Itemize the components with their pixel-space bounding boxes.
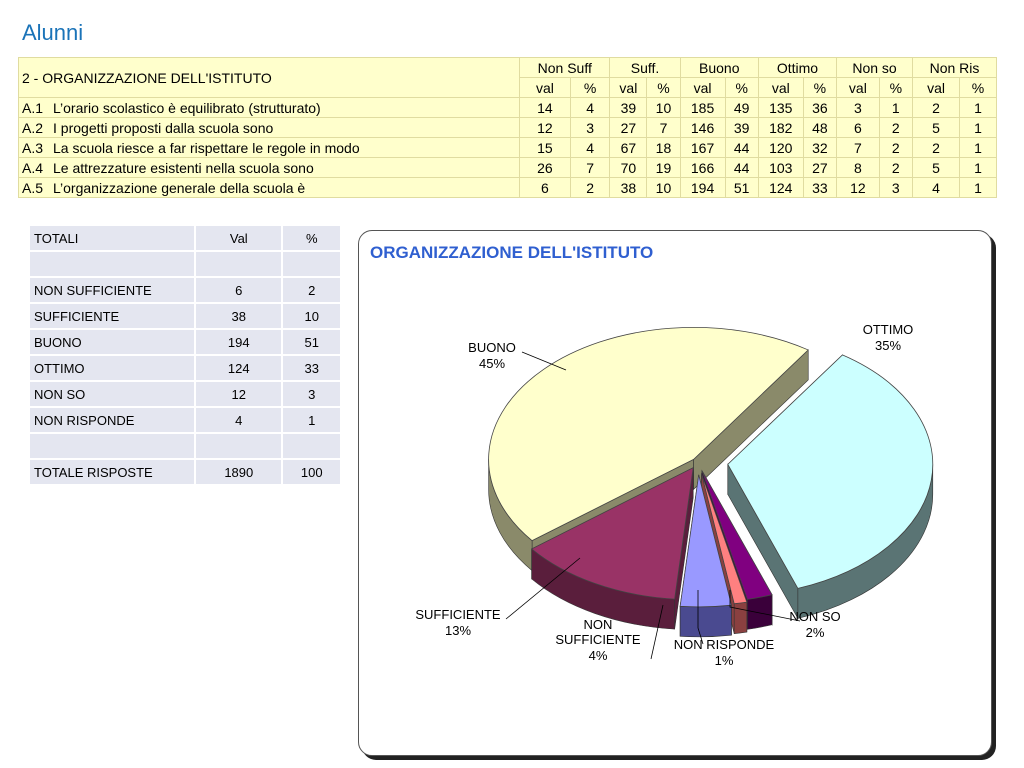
totals-label xyxy=(29,251,195,277)
totals-val: 194 xyxy=(195,329,282,355)
table-row xyxy=(19,98,997,118)
cell-value: 70 xyxy=(610,158,647,178)
cell-value: 26 xyxy=(520,158,571,178)
row-label xyxy=(19,138,520,158)
cell-value: 5 xyxy=(912,118,959,138)
slice-label: NON RISPONDE xyxy=(673,637,775,652)
cell-value: 167 xyxy=(680,138,725,158)
val-header: val xyxy=(520,78,571,98)
table-row xyxy=(19,118,997,138)
totals-label: TOTALE RISPOSTE xyxy=(29,459,195,485)
cell-value: 48 xyxy=(803,118,836,138)
group-header: Ottimo xyxy=(758,58,836,78)
row-label xyxy=(19,98,520,118)
slice-pct: 13% xyxy=(444,623,472,638)
totals-pct: 2 xyxy=(282,277,341,303)
row-code: A.2 xyxy=(22,119,44,136)
cell-value: 18 xyxy=(647,138,680,158)
table-row xyxy=(19,138,997,158)
totals-pct: 33 xyxy=(282,355,341,381)
row-label xyxy=(19,178,520,198)
cell-value: 4 xyxy=(570,98,610,118)
totals-pct xyxy=(282,433,341,459)
cell-value: 6 xyxy=(520,178,571,198)
cell-value: 67 xyxy=(610,138,647,158)
cell-value: 7 xyxy=(837,138,880,158)
cell-value: 1 xyxy=(960,118,997,138)
slice-pct: 1% xyxy=(714,653,734,668)
cell-value: 44 xyxy=(725,138,758,158)
totals-val: 4 xyxy=(195,407,282,433)
slice-pct: 2% xyxy=(805,625,825,640)
cell-value: 38 xyxy=(610,178,647,198)
cell-value: 27 xyxy=(803,158,836,178)
cell-value: 7 xyxy=(570,158,610,178)
pct-header: % xyxy=(879,78,912,98)
totals-val: 12 xyxy=(195,381,282,407)
cell-value: 49 xyxy=(725,98,758,118)
cell-value: 27 xyxy=(610,118,647,138)
totals-row xyxy=(29,459,341,485)
totals-pct: 10 xyxy=(282,303,341,329)
row-text: Le attrezzature esistenti nella scuola sono xyxy=(53,159,314,176)
cell-value: 185 xyxy=(680,98,725,118)
cell-value: 3 xyxy=(879,178,912,198)
totals-row xyxy=(29,303,341,329)
cell-value: 6 xyxy=(837,118,880,138)
totals-label: BUONO xyxy=(29,329,195,355)
row-code: A.4 xyxy=(22,159,44,176)
cell-value: 2 xyxy=(912,98,959,118)
cell-value: 15 xyxy=(520,138,571,158)
cell-value: 51 xyxy=(725,178,758,198)
cell-value: 1 xyxy=(879,98,912,118)
totals-val: 38 xyxy=(195,303,282,329)
cell-value: 1 xyxy=(960,138,997,158)
cell-value: 2 xyxy=(879,138,912,158)
totals-label: NON SUFFICIENTE xyxy=(29,277,195,303)
totals-label: NON SO xyxy=(29,381,195,407)
totals-label xyxy=(29,433,195,459)
totals-pct: 100 xyxy=(282,459,341,485)
cell-value: 10 xyxy=(647,178,680,198)
row-label xyxy=(19,158,520,178)
totals-header: TOTALI xyxy=(29,225,195,251)
val-header: val xyxy=(758,78,803,98)
page-title: Alunni xyxy=(22,20,84,45)
cell-value: 3 xyxy=(837,98,880,118)
slice-label: NON SUFFICIENTE xyxy=(555,617,641,647)
cell-value: 10 xyxy=(647,98,680,118)
val-header: val xyxy=(680,78,725,98)
cell-value: 32 xyxy=(803,138,836,158)
cell-value: 7 xyxy=(647,118,680,138)
row-label xyxy=(19,118,520,138)
totals-row xyxy=(29,407,341,433)
cell-value: 39 xyxy=(610,98,647,118)
slice-pct: 45% xyxy=(478,356,506,371)
cell-value: 103 xyxy=(758,158,803,178)
totals-pct xyxy=(282,251,341,277)
cell-value: 2 xyxy=(879,118,912,138)
totals-row xyxy=(29,277,341,303)
totals-row xyxy=(29,251,341,277)
cell-value: 12 xyxy=(520,118,571,138)
cell-value: 166 xyxy=(680,158,725,178)
cell-value: 36 xyxy=(803,98,836,118)
slice-label: BUONO xyxy=(468,340,516,355)
cell-value: 1 xyxy=(960,98,997,118)
totals-val: 124 xyxy=(195,355,282,381)
table-row xyxy=(19,158,997,178)
row-code: A.1 xyxy=(22,99,44,116)
slice-label: OTTIMO xyxy=(862,322,914,337)
cell-value: 2 xyxy=(570,178,610,198)
totals-header: % xyxy=(282,225,341,251)
organizzazione-table xyxy=(18,57,997,198)
pie-chart xyxy=(358,230,990,754)
totals-val: 1890 xyxy=(195,459,282,485)
cell-value: 1 xyxy=(960,178,997,198)
table-row xyxy=(19,178,997,198)
slice-label: NON SO xyxy=(789,609,841,624)
totals-pct: 3 xyxy=(282,381,341,407)
group-header: Non Ris xyxy=(912,58,996,78)
pct-header: % xyxy=(803,78,836,98)
cell-value: 5 xyxy=(912,158,959,178)
cell-value: 4 xyxy=(570,138,610,158)
cell-value: 2 xyxy=(879,158,912,178)
pct-header: % xyxy=(960,78,997,98)
totals-header: Val xyxy=(195,225,282,251)
row-text: I progetti proposti dalla scuola sono xyxy=(53,119,274,136)
totals-pct: 1 xyxy=(282,407,341,433)
cell-value: 39 xyxy=(725,118,758,138)
cell-value: 12 xyxy=(837,178,880,198)
val-header: val xyxy=(837,78,880,98)
cell-value: 146 xyxy=(680,118,725,138)
val-header: val xyxy=(912,78,959,98)
totals-label: NON RISPONDE xyxy=(29,407,195,433)
row-text: L’orario scolastico è equilibrato (strutturato) xyxy=(53,99,321,116)
section-title: 2 - ORGANIZZAZIONE DELL'ISTITUTO xyxy=(19,58,520,98)
cell-value: 135 xyxy=(758,98,803,118)
cell-value: 194 xyxy=(680,178,725,198)
totals-row xyxy=(29,355,341,381)
cell-value: 124 xyxy=(758,178,803,198)
cell-value: 14 xyxy=(520,98,571,118)
cell-value: 1 xyxy=(960,158,997,178)
group-header: Non so xyxy=(837,58,913,78)
pct-header: % xyxy=(725,78,758,98)
row-text: L’organizzazione generale della scuola è xyxy=(53,179,306,196)
totals-pct: 51 xyxy=(282,329,341,355)
slice-label: SUFFICIENTE xyxy=(415,607,501,622)
chart-title: ORGANIZZAZIONE DELL'ISTITUTO xyxy=(370,243,654,262)
group-header: Suff. xyxy=(610,58,680,78)
group-header: Non Suff xyxy=(520,58,610,78)
cell-value: 182 xyxy=(758,118,803,138)
cell-value: 44 xyxy=(725,158,758,178)
row-code: A.5 xyxy=(22,179,44,196)
val-header: val xyxy=(610,78,647,98)
group-header: Buono xyxy=(680,58,758,78)
pct-header: % xyxy=(647,78,680,98)
cell-value: 8 xyxy=(837,158,880,178)
cell-value: 4 xyxy=(912,178,959,198)
cell-value: 19 xyxy=(647,158,680,178)
totals-row xyxy=(29,329,341,355)
cell-value: 3 xyxy=(570,118,610,138)
cell-value: 120 xyxy=(758,138,803,158)
totals-table xyxy=(28,224,342,486)
slice-pct: 35% xyxy=(874,338,902,353)
totals-label: OTTIMO xyxy=(29,355,195,381)
row-code: A.3 xyxy=(22,139,44,156)
totals-val xyxy=(195,433,282,459)
row-text: La scuola riesce a far rispettare le regole in modo xyxy=(53,139,360,156)
totals-label: SUFFICIENTE xyxy=(29,303,195,329)
pct-header: % xyxy=(570,78,610,98)
totals-val: 6 xyxy=(195,277,282,303)
totals-row xyxy=(29,381,341,407)
totals-val xyxy=(195,251,282,277)
totals-row xyxy=(29,433,341,459)
slice-pct: 4% xyxy=(588,648,608,663)
cell-value: 33 xyxy=(803,178,836,198)
cell-value: 2 xyxy=(912,138,959,158)
